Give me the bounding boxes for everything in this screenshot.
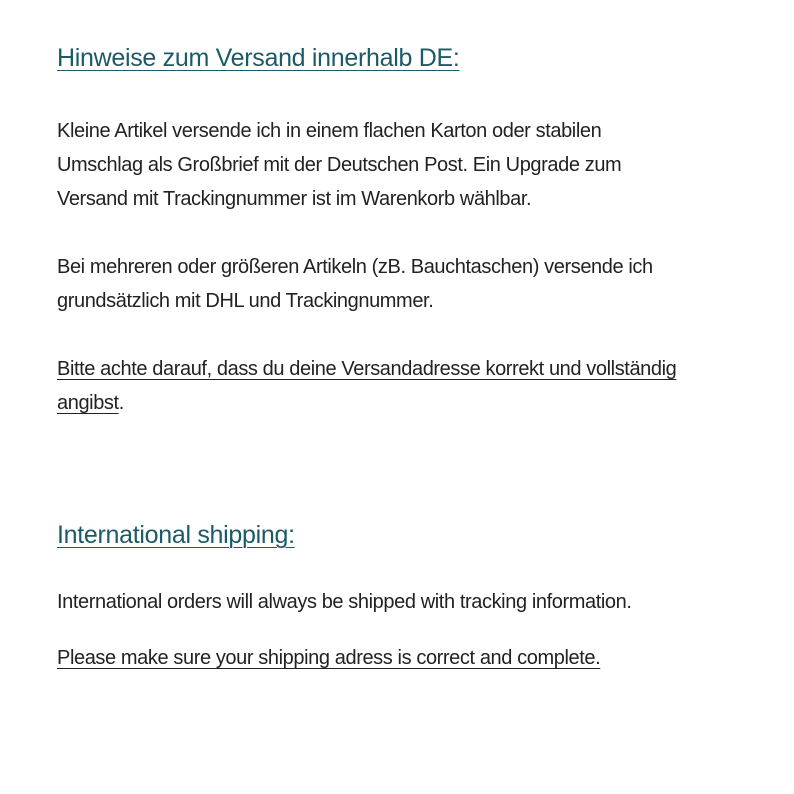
address-notice-underlined: Bitte achte darauf, dass du deine Versandadresse korrekt und vollständig: [57, 358, 677, 380]
de-large-items-paragraph: [57, 250, 653, 318]
paragraph-line: [57, 641, 600, 675]
de-shipping-heading: [57, 44, 460, 73]
intl-shipping-heading: [57, 521, 295, 550]
intl-shipping-heading-text: International shipping: [57, 521, 289, 549]
paragraph-line: Umschlag als Großbrief mit der Deutschen Post. Ein Upgrade zum: [57, 154, 622, 176]
paragraph-line: [57, 352, 676, 386]
intl-tracking-paragraph: [57, 585, 632, 619]
de-address-notice-paragraph: [57, 352, 676, 420]
paragraph-line: International orders will always be shipped with tracking information.: [57, 591, 632, 613]
paragraph-line: [57, 386, 676, 420]
paragraph-line: Versand mit Trackingnummer ist im Warenkorb wählbar.: [57, 188, 532, 210]
address-notice-period: .: [118, 392, 124, 414]
intl-address-notice-paragraph: [57, 641, 600, 675]
intl-address-notice-underlined: Please make sure your shipping adress is correct and complete.: [57, 647, 601, 669]
de-small-items-paragraph: [57, 114, 621, 216]
address-notice-underlined: angibst: [57, 392, 119, 414]
paragraph-line: Bei mehreren oder größeren Artikeln (zB. Bauchtaschen) versende ich: [57, 256, 653, 278]
paragraph-line: Kleine Artikel versende ich in einem flachen Karton oder stabilen: [57, 120, 602, 142]
de-shipping-heading-colon: :: [452, 44, 460, 72]
paragraph-line: grundsätzlich mit DHL und Trackingnummer.: [57, 290, 434, 312]
de-shipping-heading-text: Hinweise zum Versand innerhalb DE: [57, 44, 453, 72]
intl-shipping-heading-colon: :: [288, 521, 295, 549]
